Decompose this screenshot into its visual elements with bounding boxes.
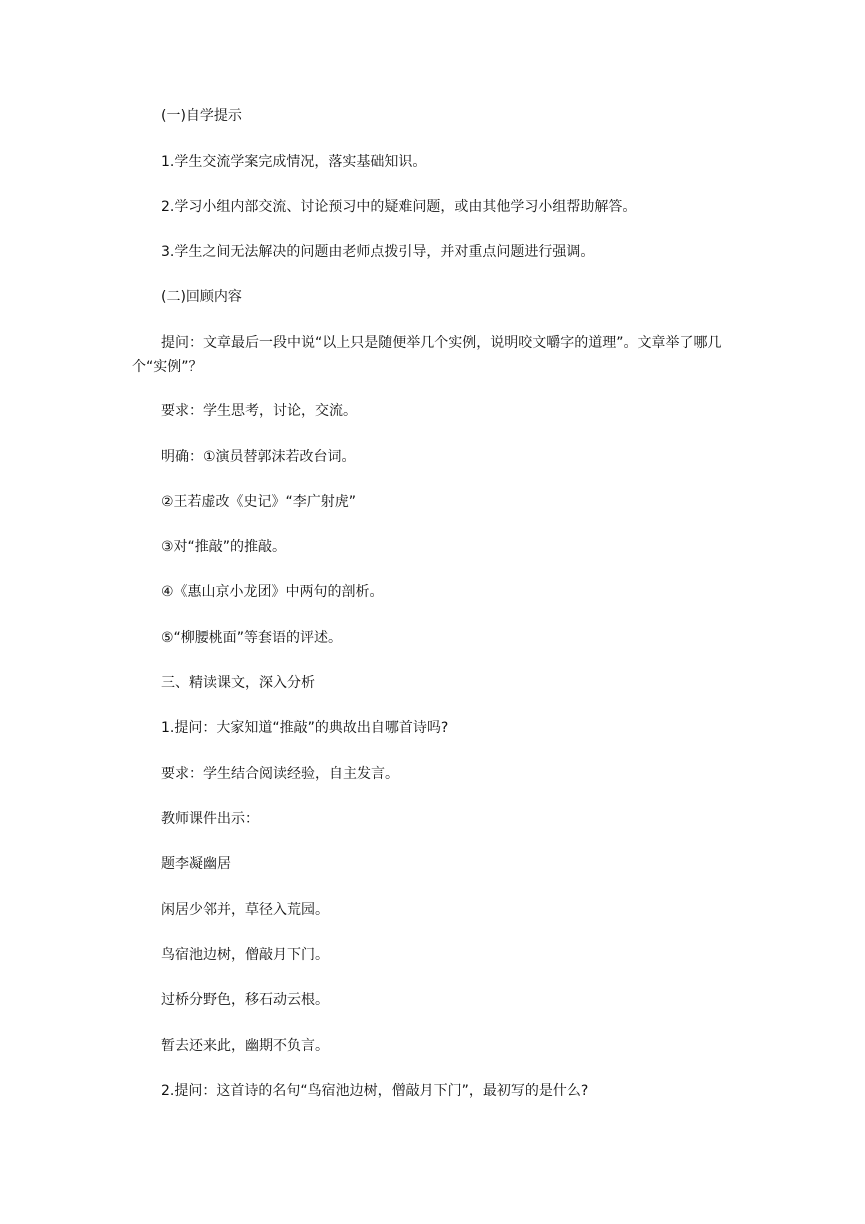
question-2: 2.提问：这首诗的名句“鸟宿池边树，僧敲月下门”，最初写的是什么? (161, 1083, 589, 1099)
paragraph-1: 1.学生交流学案完成情况，落实基础知识。 (161, 154, 427, 170)
paragraph-2: 2.学习小组内部交流、讨论预习中的疑难问题，或由其他学习小组帮助解答。 (161, 199, 637, 215)
poem-line-1: 闲居少邻并，草径入荒园。 (161, 902, 329, 918)
teacher-slide-label: 教师课件出示： (161, 811, 259, 827)
poem-title: 题李凝幽居 (161, 856, 231, 872)
clarification-paragraph: 明确：①演员替郭沫若改台词。 (161, 449, 356, 465)
question-1: 1.提问：大家知道“推敲”的典故出自哪首诗吗? (161, 720, 449, 736)
example-4: ④《惠山京小龙团》中两句的剖析。 (161, 584, 384, 600)
poem-line-4: 暂去还来此，幽期不负言。 (161, 1038, 329, 1054)
question-paragraph: 提问：文章最后一段中说“以上只是随便举几个实例，说明咬文嚼字的道理”。文章举了哪几个“实例”？ (132, 335, 722, 375)
poem-line-2: 鸟宿池边树，僧敲月下门。 (161, 947, 329, 963)
poem-line-3: 过桥分野色，移石动云根。 (161, 992, 329, 1008)
heading-self-study-tips: (一)自学提示 (161, 108, 242, 124)
heading-review-content: (二)回顾内容 (161, 289, 242, 305)
example-2: ②王若虚改《史记》“李广射虎” (161, 494, 357, 510)
section-heading-3: 三、精读课文，深入分析 (161, 675, 315, 691)
paragraph-3: 3.学生之间无法解决的问题由老师点拨引导，并对重点问题进行强调。 (161, 244, 595, 260)
requirement-paragraph: 要求：学生思考，讨论，交流。 (161, 403, 357, 419)
example-5: ⑤“柳腰桃面”等套语的评述。 (161, 630, 343, 646)
example-3: ③对“推敲”的推敲。 (161, 539, 287, 555)
requirement-2: 要求：学生结合阅读经验，自主发言。 (161, 766, 399, 782)
